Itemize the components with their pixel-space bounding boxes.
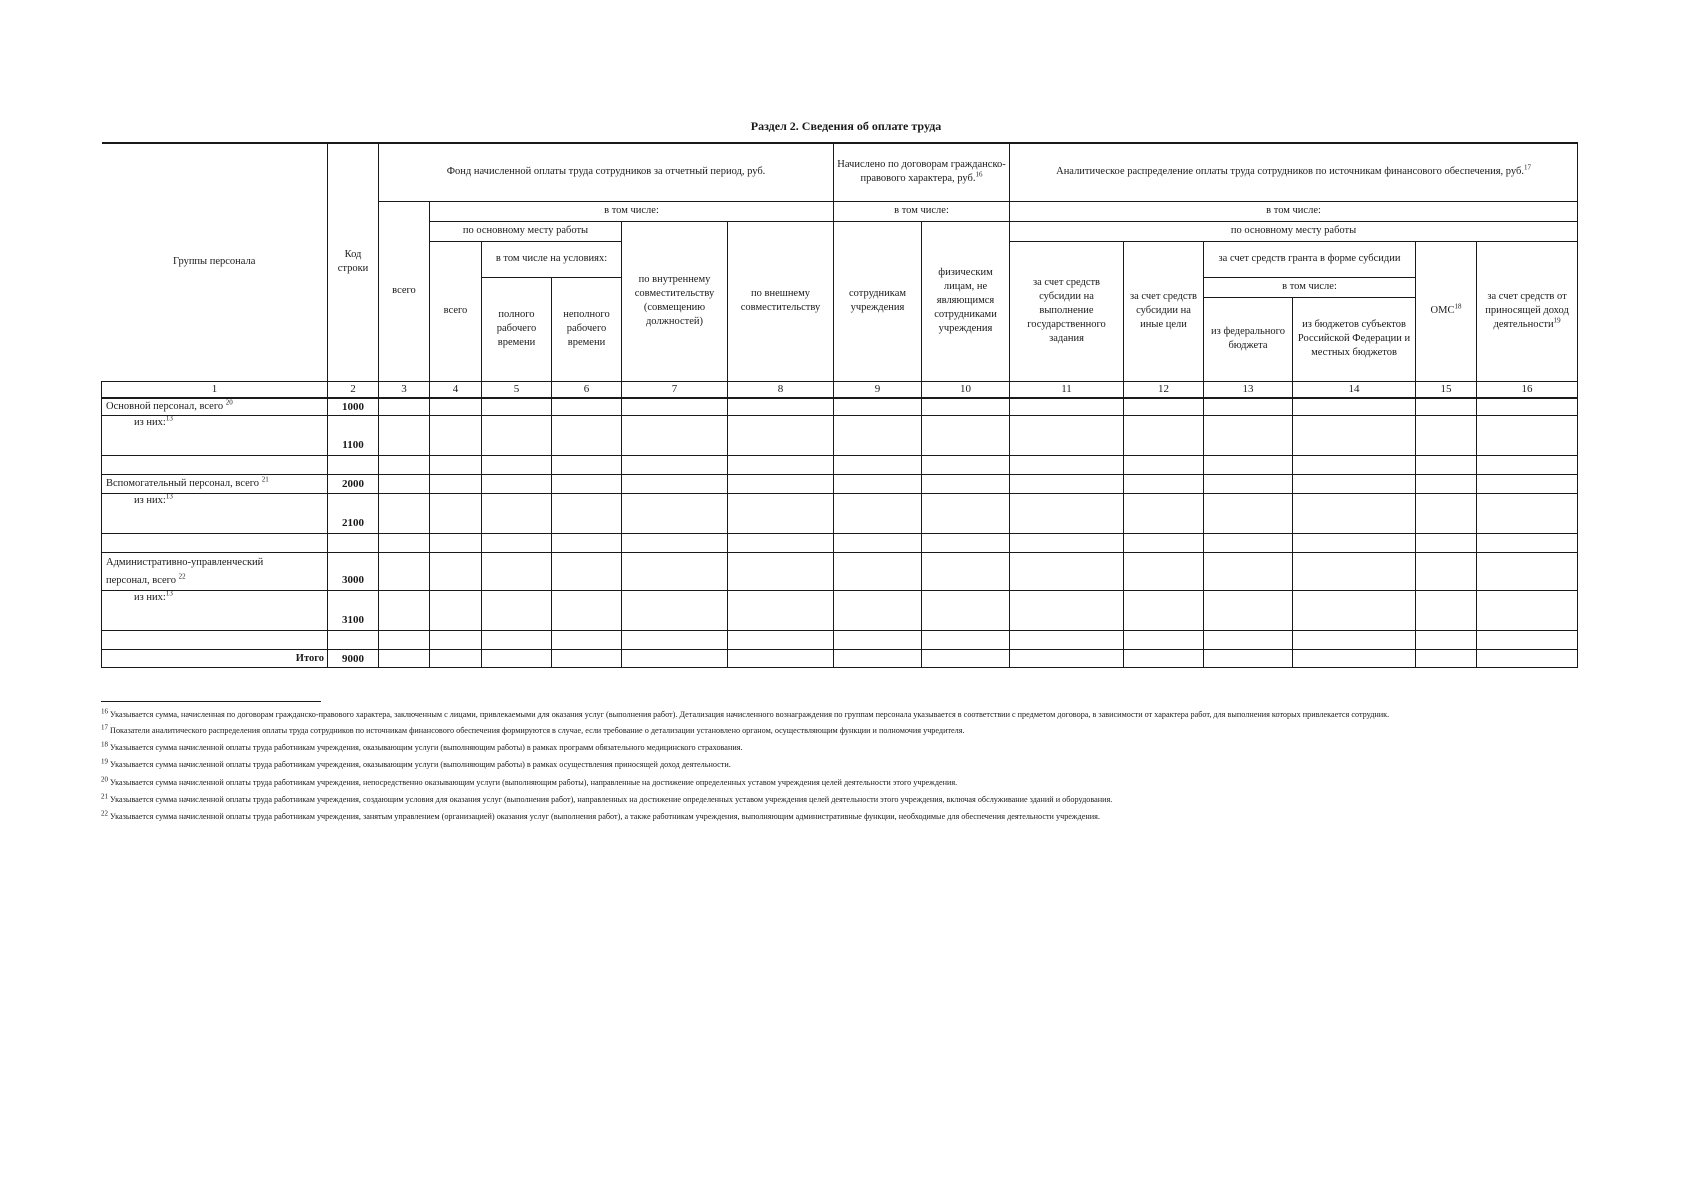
cell-3100-11[interactable] xyxy=(1010,591,1124,631)
header-analytic: Аналитическое распределение оплаты труда сотрудников по источникам финансового обеспечения, руб.$^{17}$ xyxy=(1010,143,1578,201)
table-row xyxy=(102,553,1578,591)
row-code-1000: 1000 xyxy=(328,398,379,416)
cell-1000-11[interactable] xyxy=(1010,398,1124,416)
cell-blank-a-15[interactable] xyxy=(1416,456,1477,475)
col-num-4: 4 xyxy=(430,381,482,398)
cell-1100-11[interactable] xyxy=(1010,416,1124,456)
col-num-9: 9 xyxy=(834,381,922,398)
cell-blank-a-7[interactable] xyxy=(622,456,728,475)
cell-blank-c-3[interactable] xyxy=(379,631,430,650)
cell-blank-a-11[interactable] xyxy=(1010,456,1124,475)
cell-9000-8[interactable] xyxy=(728,650,834,668)
cell-3000-15[interactable] xyxy=(1416,553,1477,591)
blank-code xyxy=(328,534,379,553)
cell-2000-4[interactable] xyxy=(430,475,482,494)
col-num-8: 8 xyxy=(728,381,834,398)
cell-3000-13[interactable] xyxy=(1204,553,1293,591)
footnote-ref-13: 13 xyxy=(165,415,173,423)
footnote-ref-16: 16 xyxy=(975,170,983,179)
cell-blank-b-8[interactable] xyxy=(728,534,834,553)
cell-3000-14[interactable] xyxy=(1293,553,1416,591)
cell-3000-8[interactable] xyxy=(728,553,834,591)
cell-3100-15[interactable] xyxy=(1416,591,1477,631)
cell-2100-9[interactable] xyxy=(834,494,922,534)
cell-3100-16[interactable] xyxy=(1477,591,1578,631)
cell-blank-a-16[interactable] xyxy=(1477,456,1578,475)
footnote-ref-13: 13 xyxy=(165,590,173,598)
cell-3100-13[interactable] xyxy=(1204,591,1293,631)
cell-blank-a-13[interactable] xyxy=(1204,456,1293,475)
cell-2000-9[interactable] xyxy=(834,475,922,494)
footnote-18: $^{18}$ Указывается сумма начисленной оплаты труда работникам учреждения, оказывающим услуги (выполняющим работы) в рамках программ обязательного медицинского страхования. xyxy=(101,740,743,753)
row-code-2100: 2100 xyxy=(328,494,379,534)
col-num-11: 11 xyxy=(1010,381,1124,398)
cell-2000-11[interactable] xyxy=(1010,475,1124,494)
cell-9000-16[interactable] xyxy=(1477,650,1578,668)
cell-1000-4[interactable] xyxy=(430,398,482,416)
row-code-3000: 3000 xyxy=(328,553,379,591)
footnote-16: $^{16}$ Указывается сумма, начисленная по договорам гражданско-правового характера, заключенным с лицами, привлекаемыми для оказания услуг (выполнения работ). Детализация начисленного вознаграждения по группам персонала указывается в соответствии с предметом договора, в зависимости от характера работ, для выполнения которых привлекается сотрудник. xyxy=(101,707,1390,719)
footnote-divider xyxy=(101,701,321,702)
header-subsidy-other: за счет средств субсидии на иные цели xyxy=(1124,241,1204,381)
table-row xyxy=(102,398,1578,416)
row-code-2000: 2000 xyxy=(328,475,379,494)
cell-2100-4[interactable] xyxy=(430,494,482,534)
cell-2000-8[interactable] xyxy=(728,475,834,494)
cell-9000-3[interactable] xyxy=(379,650,430,668)
cell-2000-7[interactable] xyxy=(622,475,728,494)
header-regional: из бюджетов субъектов Российской Федерации и местных бюджетов xyxy=(1293,297,1416,381)
cell-3000-12[interactable] xyxy=(1124,553,1204,591)
cell-3000-10[interactable] xyxy=(922,553,1010,591)
footnote-20: $^{20}$ Указывается сумма начисленной оплаты труда работникам учреждения, непосредственно оказывающим услуги (выполняющим работы), направленные на достижение определенных уставом учреждения целей деятельности этого учреждения. xyxy=(101,774,958,787)
cell-1100-16[interactable] xyxy=(1477,416,1578,456)
footnote-22: $^{22}$ Указывается сумма начисленной оплаты труда работникам учреждения, занятым управлением (организацией) оказания услуг (выполнения работ), а также работникам учреждения, выполняющим административные функции, необходимые для обеспечения деятельности учреждения. xyxy=(101,809,1100,821)
cell-blank-a-4[interactable] xyxy=(430,456,482,475)
cell-blank-a-14[interactable] xyxy=(1293,456,1416,475)
row-label-main-sub: из них:$^{13}$ xyxy=(102,416,328,456)
cell-blank-c-14[interactable] xyxy=(1293,631,1416,650)
header-full-time: полного рабочего времени xyxy=(482,277,552,381)
cell-blank-a-12[interactable] xyxy=(1124,456,1204,475)
cell-1000-6[interactable] xyxy=(552,398,622,416)
header-individuals: физическим лицам, не являющимся сотрудниками учреждения xyxy=(922,221,1010,381)
cell-9000-7[interactable] xyxy=(622,650,728,668)
cell-2000-10[interactable] xyxy=(922,475,1010,494)
cell-2000-5[interactable] xyxy=(482,475,552,494)
cell-blank-c-7[interactable] xyxy=(622,631,728,650)
cell-1100-9[interactable] xyxy=(834,416,922,456)
cell-blank-b-10[interactable] xyxy=(922,534,1010,553)
footnote-ref-21: 21 xyxy=(261,475,269,484)
cell-blank-b-5[interactable] xyxy=(482,534,552,553)
cell-3100-14[interactable] xyxy=(1293,591,1416,631)
table-row xyxy=(102,456,1578,475)
cell-blank-c-6[interactable] xyxy=(552,631,622,650)
cell-9000-11[interactable] xyxy=(1010,650,1124,668)
row-label-aux-staff: Вспомогательный персонал, всего $^{21}$ xyxy=(102,475,328,494)
cell-3100-6[interactable] xyxy=(552,591,622,631)
cell-3100-12[interactable] xyxy=(1124,591,1204,631)
header-total-all: всего xyxy=(379,201,430,381)
cell-9000-4[interactable] xyxy=(430,650,482,668)
cell-1100-8[interactable] xyxy=(728,416,834,456)
blank-label xyxy=(102,631,328,650)
cell-blank-b-14[interactable] xyxy=(1293,534,1416,553)
col-num-3: 3 xyxy=(379,381,430,398)
cell-3100-4[interactable] xyxy=(430,591,482,631)
cell-2100-10[interactable] xyxy=(922,494,1010,534)
cell-1000-16[interactable] xyxy=(1477,398,1578,416)
cell-2100-15[interactable] xyxy=(1416,494,1477,534)
salary-table xyxy=(101,142,1578,668)
cell-blank-b-15[interactable] xyxy=(1416,534,1477,553)
cell-3000-6[interactable] xyxy=(552,553,622,591)
cell-9000-14[interactable] xyxy=(1293,650,1416,668)
footnote-ref-13: 13 xyxy=(165,493,173,501)
cell-1000-13[interactable] xyxy=(1204,398,1293,416)
cell-9000-10[interactable] xyxy=(922,650,1010,668)
table-row xyxy=(102,494,1578,534)
cell-blank-c-9[interactable] xyxy=(834,631,922,650)
cell-1000-15[interactable] xyxy=(1416,398,1477,416)
column-number-row xyxy=(102,381,1578,398)
cell-2100-8[interactable] xyxy=(728,494,834,534)
cell-blank-b-16[interactable] xyxy=(1477,534,1578,553)
cell-blank-b-11[interactable] xyxy=(1010,534,1124,553)
col-num-13: 13 xyxy=(1204,381,1293,398)
header-main-place-2: по основному месту работы xyxy=(1010,221,1578,241)
header-internal: по внутреннему совместительству (совмещению должностей) xyxy=(622,221,728,381)
cell-3100-8[interactable] xyxy=(728,591,834,631)
cell-3100-9[interactable] xyxy=(834,591,922,631)
header-subsidy-task: за счет средств субсидии на выполнение государственного задания xyxy=(1010,241,1124,381)
cell-blank-a-8[interactable] xyxy=(728,456,834,475)
cell-1000-14[interactable] xyxy=(1293,398,1416,416)
footnote-ref-17: 17 xyxy=(1523,163,1531,172)
row-code-9000: 9000 xyxy=(328,650,379,668)
footnotes xyxy=(101,709,1581,828)
cell-1000-10[interactable] xyxy=(922,398,1010,416)
table-row xyxy=(102,475,1578,494)
table-row xyxy=(102,591,1578,631)
cell-blank-c-15[interactable] xyxy=(1416,631,1477,650)
cell-3100-5[interactable] xyxy=(482,591,552,631)
col-num-7: 7 xyxy=(622,381,728,398)
cell-1000-3[interactable] xyxy=(379,398,430,416)
cell-3000-3[interactable] xyxy=(379,553,430,591)
cell-blank-a-3[interactable] xyxy=(379,456,430,475)
cell-2100-3[interactable] xyxy=(379,494,430,534)
blank-code xyxy=(328,456,379,475)
cell-9000-9[interactable] xyxy=(834,650,922,668)
cell-3000-7[interactable] xyxy=(622,553,728,591)
col-num-15: 15 xyxy=(1416,381,1477,398)
header-groups: Группы персонала xyxy=(102,143,328,381)
header-employees: сотрудникам учреждения xyxy=(834,221,922,381)
blank-code xyxy=(328,631,379,650)
cell-blank-b-6[interactable] xyxy=(552,534,622,553)
row-code-3100: 3100 xyxy=(328,591,379,631)
blank-label xyxy=(102,534,328,553)
header-federal: из федерального бюджета xyxy=(1204,297,1293,381)
header-external: по внешнему совместительству xyxy=(728,221,834,381)
col-num-2: 2 xyxy=(328,381,379,398)
cell-9000-13[interactable] xyxy=(1204,650,1293,668)
header-oms: ОМС$^{18}$ xyxy=(1416,241,1477,381)
header-income: за счет средств от приносящей доход деятельности$^{19}$ xyxy=(1477,241,1578,381)
blank-label xyxy=(102,456,328,475)
cell-3000-4[interactable] xyxy=(430,553,482,591)
col-num-10: 10 xyxy=(922,381,1010,398)
col-num-14: 14 xyxy=(1293,381,1416,398)
cell-blank-b-4[interactable] xyxy=(430,534,482,553)
table-row xyxy=(102,416,1578,456)
cell-blank-c-13[interactable] xyxy=(1204,631,1293,650)
cell-2000-3[interactable] xyxy=(379,475,430,494)
cell-blank-a-10[interactable] xyxy=(922,456,1010,475)
footnote-ref-19: 19 xyxy=(1553,316,1561,325)
cell-blank-c-12[interactable] xyxy=(1124,631,1204,650)
row-label-admin-sub: из них:$^{13}$ xyxy=(102,591,328,631)
header-in-that-4: в том числе: xyxy=(1204,277,1416,297)
footnote-17: $^{17}$ Показатели аналитического распределения оплаты труда сотрудников по источникам финансового обеспечения формируются в случае, если требование о детализации установлено органом, осуществляющим функции и полномочия учредителя. xyxy=(101,723,965,735)
cell-9000-12[interactable] xyxy=(1124,650,1204,668)
cell-2000-12[interactable] xyxy=(1124,475,1204,494)
section-title: Раздел 2. Сведения об оплате труда xyxy=(750,119,942,133)
cell-blank-c-5[interactable] xyxy=(482,631,552,650)
cell-2000-14[interactable] xyxy=(1293,475,1416,494)
cell-blank-b-3[interactable] xyxy=(379,534,430,553)
cell-2000-6[interactable] xyxy=(552,475,622,494)
cell-blank-c-8[interactable] xyxy=(728,631,834,650)
cell-9000-6[interactable] xyxy=(552,650,622,668)
header-main-place-1: по основному месту работы xyxy=(430,221,622,241)
row-label-main-staff: Основной персонал, всего $^{20}$ xyxy=(102,398,328,416)
cell-1100-5[interactable] xyxy=(482,416,552,456)
col-num-12: 12 xyxy=(1124,381,1204,398)
cell-2100-13[interactable] xyxy=(1204,494,1293,534)
header-in-that-2: в том числе: xyxy=(834,201,1010,221)
cell-1100-10[interactable] xyxy=(922,416,1010,456)
cell-2100-11[interactable] xyxy=(1010,494,1124,534)
cell-1000-5[interactable] xyxy=(482,398,552,416)
header-grant: за счет средств гранта в форме субсидии xyxy=(1204,241,1416,277)
cell-blank-a-6[interactable] xyxy=(552,456,622,475)
cell-blank-c-4[interactable] xyxy=(430,631,482,650)
cell-1100-14[interactable] xyxy=(1293,416,1416,456)
cell-3000-5[interactable] xyxy=(482,553,552,591)
cell-1100-6[interactable] xyxy=(552,416,622,456)
cell-2100-5[interactable] xyxy=(482,494,552,534)
header-part-time: неполного рабочего времени xyxy=(552,277,622,381)
cell-blank-b-13[interactable] xyxy=(1204,534,1293,553)
cell-2100-6[interactable] xyxy=(552,494,622,534)
header-in-that-3: в том числе: xyxy=(1010,201,1578,221)
cell-1000-12[interactable] xyxy=(1124,398,1204,416)
footnote-ref-22: 22 xyxy=(178,572,186,580)
col-num-16: 16 xyxy=(1477,381,1578,398)
cell-3000-9[interactable] xyxy=(834,553,922,591)
table-row xyxy=(102,631,1578,650)
cell-9000-5[interactable] xyxy=(482,650,552,668)
cell-blank-b-7[interactable] xyxy=(622,534,728,553)
cell-1100-15[interactable] xyxy=(1416,416,1477,456)
cell-blank-c-16[interactable] xyxy=(1477,631,1578,650)
footnote-ref-18: 18 xyxy=(1454,302,1462,311)
cell-blank-b-12[interactable] xyxy=(1124,534,1204,553)
cell-3100-7[interactable] xyxy=(622,591,728,631)
footnote-21: $^{21}$ Указывается сумма начисленной оплаты труда работникам учреждения, создающим условия для оказания услуг (выполнения работ), направленных на достижение определенных уставом учреждения целей деятельности этого учреждения, включая обслуживание зданий и оборудования. xyxy=(101,792,1113,804)
col-num-5: 5 xyxy=(482,381,552,398)
cell-3000-16[interactable] xyxy=(1477,553,1578,591)
col-num-1: 1 xyxy=(102,381,328,398)
cell-2000-15[interactable] xyxy=(1416,475,1477,494)
row-code-1100: 1100 xyxy=(328,416,379,456)
cell-1000-8[interactable] xyxy=(728,398,834,416)
cell-blank-a-9[interactable] xyxy=(834,456,922,475)
cell-2100-14[interactable] xyxy=(1293,494,1416,534)
cell-blank-c-10[interactable] xyxy=(922,631,1010,650)
cell-2000-13[interactable] xyxy=(1204,475,1293,494)
header-conditions: в том числе на условиях: xyxy=(482,241,622,277)
cell-3000-11[interactable] xyxy=(1010,553,1124,591)
cell-2000-16[interactable] xyxy=(1477,475,1578,494)
cell-3100-10[interactable] xyxy=(922,591,1010,631)
cell-blank-c-11[interactable] xyxy=(1010,631,1124,650)
cell-9000-15[interactable] xyxy=(1416,650,1477,668)
cell-1000-9[interactable] xyxy=(834,398,922,416)
cell-1100-13[interactable] xyxy=(1204,416,1293,456)
cell-2100-12[interactable] xyxy=(1124,494,1204,534)
cell-1100-3[interactable] xyxy=(379,416,430,456)
header-total-main: всего xyxy=(430,241,482,381)
footnote-ref-20: 20 xyxy=(225,398,233,407)
table-row xyxy=(102,534,1578,553)
cell-1100-7[interactable] xyxy=(622,416,728,456)
cell-1100-12[interactable] xyxy=(1124,416,1204,456)
cell-2100-16[interactable] xyxy=(1477,494,1578,534)
cell-2100-7[interactable] xyxy=(622,494,728,534)
row-label-aux-sub: из них:$^{13}$ xyxy=(102,494,328,534)
cell-blank-b-9[interactable] xyxy=(834,534,922,553)
table-row-total xyxy=(102,650,1578,668)
header-in-that-1: в том числе: xyxy=(430,201,834,221)
row-label-total: Итого xyxy=(102,650,328,668)
col-num-6: 6 xyxy=(552,381,622,398)
cell-blank-a-5[interactable] xyxy=(482,456,552,475)
cell-1000-7[interactable] xyxy=(622,398,728,416)
row-label-admin-staff: Административно-управленческий персонал, всего $^{22}$ xyxy=(102,553,328,591)
footnote-19: $^{19}$ Указывается сумма начисленной оплаты труда работникам учреждения, оказывающим услуги (выполняющим работы) в рамках осуществления приносящей доход деятельности. xyxy=(101,757,731,770)
cell-1100-4[interactable] xyxy=(430,416,482,456)
header-code: Код строки xyxy=(328,143,379,381)
header-fund: Фонд начисленной оплаты труда сотрудников за отчетный период, руб. xyxy=(379,143,834,201)
cell-3100-3[interactable] xyxy=(379,591,430,631)
header-contracts: Начислено по договорам гражданско-правового характера, руб.$^{16}$ xyxy=(834,143,1010,201)
